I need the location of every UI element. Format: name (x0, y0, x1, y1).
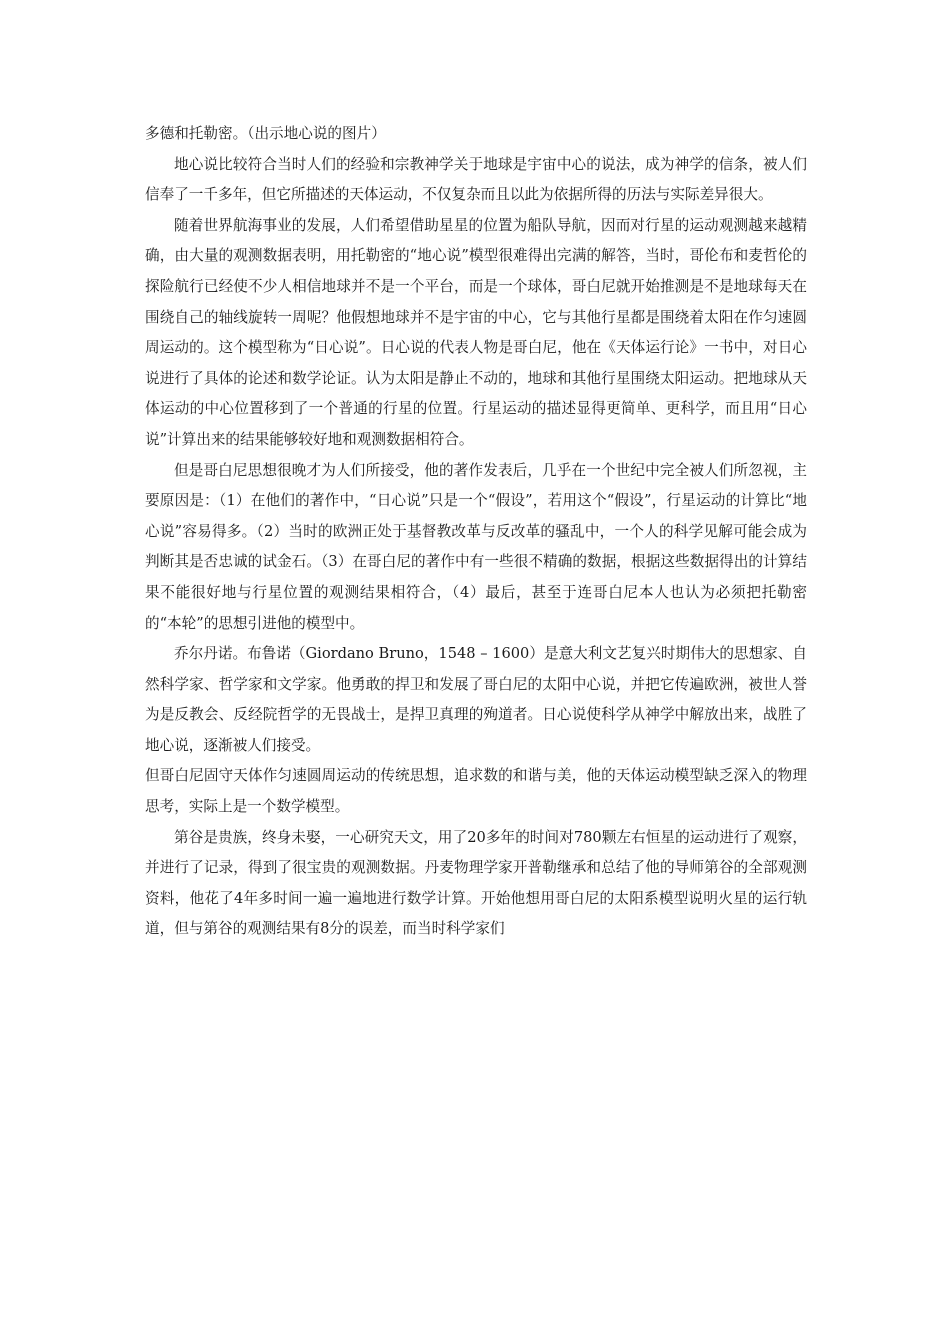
paragraph: 但是哥白尼思想很晚才为人们所接受，他的著作发表后，几乎在一个世纪中完全被人们所忽视，主要原因是：（1）在他们的著作中，“日心说”只是一个“假设”，若用这个“假设”，行星运动的计算比“地心说”容易得多。（2）当时的欧洲正处于基督教改革与反改革的骚乱中，一个人的科学见解可能会成为判断其是否忠诚的试金石。（3）在哥白尼的著作中有一些很不精确的数据，根据这些数据得出的计算结果不能很好地与行星位置的观测结果相符合，（4）最后，甚至于连哥白尼本人也认为必须把托勒密的“本轮”的思想引进他的模型中。 (145, 461, 807, 632)
paragraph: 第谷是贵族，终身未娶，一心研究天文，用了20多年的时间对780颗左右恒星的运动进行了观察，并进行了记录，得到了很宝贵的观测数据。丹麦物理学家开普勒继承和总结了他的导师第谷的全部观测资料，他花了4年多时间一遍一遍地进行数学计算。开始他想用哥白尼的太阳系模型说明火星的运行轨道，但与第谷的观测结果有8分的误差，而当时科学家们 (145, 828, 807, 938)
document-body (145, 119, 807, 945)
paragraph: 多德和托勒密。（出示地心说的图片） (145, 125, 386, 142)
paragraph: 乔尔丹诺。布鲁诺（Giordano Bruno，1548 – 1600）是意大利文艺复兴时期伟大的思想家、自然科学家、哲学家和文学家。他勇敢的捍卫和发展了哥白尼的太阳中心说，并把它传遍欧洲，被世人誉为是反教会、反经院哲学的无畏战士，是捍卫真理的殉道者。日心说使科学从神学中解放出来，战胜了地心说，逐渐被人们接受。 (145, 645, 807, 754)
paragraph: 地心说比较符合当时人们的经验和宗教神学关于地球是宇宙中心的说法，成为神学的信条，被人们信奉了一千多年，但它所描述的天体运动，不仅复杂而且以此为依据所得的历法与实际差异很大。 (145, 155, 807, 204)
paragraph: 但哥白尼固守天体作匀速圆周运动的传统思想，追求数的和谐与美，他的天体运动模型缺乏深入的物理思考，实际上是一个数学模型。 (145, 767, 807, 816)
paragraph: 随着世界航海事业的发展，人们希望借助星星的位置为船队导航，因而对行星的运动观测越来越精确，由大量的观测数据表明，用托勒密的“地心说”模型很难得出完满的解答，当时，哥伦布和麦哲伦的探险航行已经使不少人相信地球并不是一个平台，而是一个球体，哥白尼就开始推测是不是地球每天在围绕自己的轴线旋转一周呢？他假想地球并不是宇宙的中心，它与其他行星都是围绕着太阳在作匀速圆周运动的。这个模型称为“日心说”。日心说的代表人物是哥白尼，他在《天体运行论》一书中，对日心说进行了具体的论述和数学论证。认为太阳是静止不动的，地球和其他行星围绕太阳运动。把地球从天体运动的中心位置移到了一个普通的行星的位置。行星运动的描述显得更简单、更科学，而且用“日心说”计算出来的结果能够较好地和观测数据相符合。 (145, 216, 807, 448)
